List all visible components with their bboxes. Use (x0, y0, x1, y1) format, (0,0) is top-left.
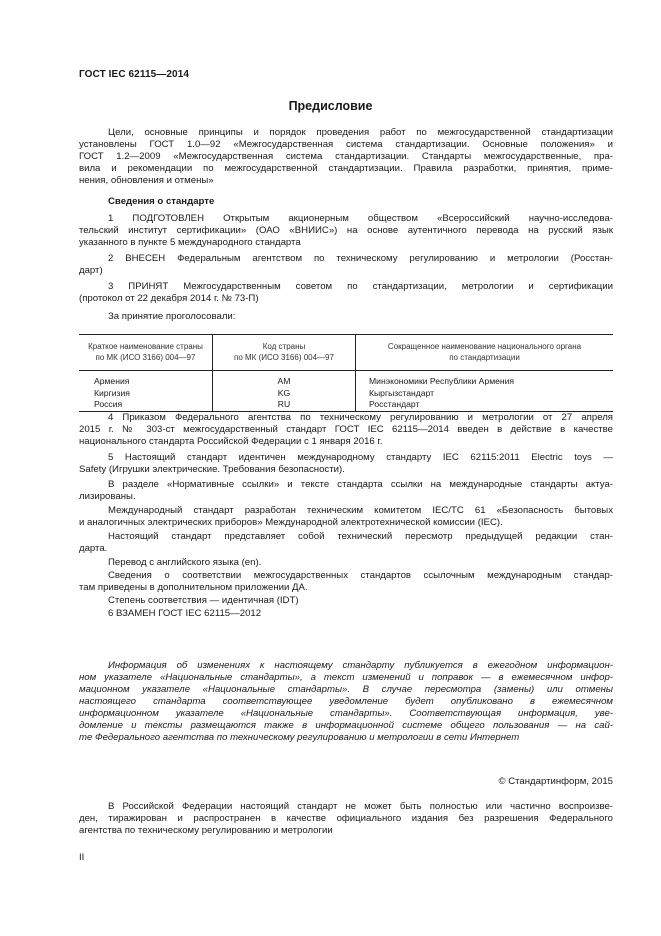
degree-line: Степень соответствия — идентичная (IDT) (108, 595, 299, 606)
table-cell: KG (277, 387, 291, 398)
item-1-line: 1 ПОДГОТОВЛЕН Открытым акционерным обществом «Всероссийский научно-исследова- (108, 213, 613, 224)
vote-label: За принятие проголосовали: (108, 311, 236, 322)
developer-line: Международный стандарт разработан техническим комитетом IEC/TC 61 «Безопасность бытовых (108, 505, 613, 516)
table-cell: AM (277, 376, 291, 386)
developer-paragraph (79, 505, 613, 529)
refs-paragraph (79, 479, 613, 503)
notice-line: те Федерального агентства по техническому регулированию и метрологии в сети Интернет (79, 732, 520, 743)
item-6-paragraph (79, 608, 613, 620)
intro-line: вила и рекомендации по межгосударственной стандартизации. Правила разработки, принятия, приме- (79, 163, 613, 174)
rights-line: ден, тиражирован и распространен в качестве официального издания без разрешения Федерального (79, 813, 613, 824)
table-cell: Кыргызстандарт (369, 387, 435, 398)
intro-line: установлены ГОСТ 1.0—92 «Межгосударственная система стандартизации. Основные положения» и (79, 139, 613, 150)
correspondence-line: там приведены в дополнительном приложении ДА. (79, 582, 308, 593)
intro-line: Цели, основные принципы и порядок проведения работ по межгосударственной стандартизации (108, 127, 613, 138)
item-1-line: тельский институт сертификации» (ОАО «ВНИИС») на основе аутентичного перевода на русский язык (79, 225, 613, 236)
item-4-line: национального стандарта Российской Федерации с 1 января 2016 г. (79, 436, 383, 447)
copyright-notice: © Стандартинформ, 2015 (498, 776, 613, 787)
developer-line: и аналогичных электрических приборов» Международной электротехнической комиссии (IEC). (79, 517, 503, 528)
refs-line: лизированы. (79, 491, 136, 502)
notice-line: ном указателе «Национальные стандарты», а текст изменений и поправок — в ежемесячном инфор- (79, 672, 613, 683)
item-2-line: 2 ВНЕСЕН Федеральным агентством по техническому регулированию и метрологии (Росстан- (108, 253, 613, 264)
item-2-paragraph (79, 253, 613, 277)
item-5-line: Safety (Игрушки электрические. Требования безопасности). (79, 464, 345, 475)
item-4-line: 4 Приказом Федерального агентства по техническому регулированию и метрологии от 27 апреля (108, 412, 613, 423)
item-3-paragraph (79, 281, 613, 305)
vote-label-paragraph (79, 311, 613, 323)
correspondence-paragraph (79, 570, 613, 594)
table-cell: RU (277, 399, 291, 409)
standard-code-header: ГОСТ IEC 62115—2014 (79, 69, 190, 80)
notice-line: домление и тексты размещаются также в информационной системе общего пользования — на сай- (79, 720, 613, 731)
table-cell: Киргизия (94, 387, 130, 398)
revision-paragraph (79, 531, 613, 555)
item-2-line: дарт) (79, 265, 103, 276)
intro-line: ГОСТ 1.2—2009 «Межгосударственная система стандартизации. Стандарты межгосударственные, пра- (79, 151, 613, 162)
notice-line: Информация об изменениях к настоящему стандарту публикуется в ежегодном информацион- (108, 660, 613, 671)
table-column-body (355, 371, 613, 411)
rights-paragraph (79, 801, 613, 837)
item-6-line: 6 ВЗАМЕН ГОСТ IEC 62115—2012 (108, 608, 262, 619)
table-cell: Росстандарт (369, 399, 420, 409)
refs-line: В разделе «Нормативные ссылки» и тексте стандарта ссылки на международные стандарты актуа- (108, 479, 613, 490)
vote-table-header (79, 335, 613, 371)
item-4-line: 2015 г. № 303-ст межгосударственный стандарт ГОСТ IEC 62115—2014 введен в действие в качестве (79, 424, 613, 435)
item-5-paragraph (79, 452, 613, 476)
vote-table (79, 334, 613, 412)
page-number: II (79, 852, 85, 863)
item-1-paragraph (79, 213, 613, 249)
rights-line: В Российской Федерации настоящий стандарт не может быть полностью или частично воспроизве- (108, 801, 613, 812)
intro-paragraph (79, 127, 613, 187)
rights-line: агентства по техническому регулированию и метрологии (79, 825, 333, 836)
table-column-country (79, 371, 212, 411)
translation-line: Перевод с английского языка (en). (108, 557, 262, 568)
degree-paragraph (79, 595, 613, 607)
revision-line: дарта. (79, 543, 108, 554)
notice-line: настоящего стандарта соответствующее уведомление будет опубликовано в ежемесячном (79, 696, 613, 707)
table-header-code: Код страны по МК (ИСО 3166) 004—97 (212, 335, 355, 370)
intro-line: нения, обновления и отмены» (79, 175, 214, 186)
table-header-country: Краткое наименование страны по МК (ИСО 3166) 004—97 (88, 342, 203, 362)
item-4-paragraph (79, 412, 613, 448)
correspondence-line: Сведения о соответствии межгосударственных стандартов ссылочным международным стандар- (108, 570, 613, 581)
item-3-line: (протокол от 22 декабря 2014 г. № 73-П) (79, 293, 259, 304)
notice-line: информационном указателе «Национальные стандарты». Соответствующая информация, уве- (79, 708, 613, 719)
revision-line: Настоящий стандарт представляет собой технический пересмотр предыдущей редакции стан- (108, 531, 613, 542)
info-heading: Сведения о стандарте (108, 196, 215, 207)
translation-paragraph (79, 557, 613, 569)
changes-notice (79, 660, 613, 744)
item-5-line: 5 Настоящий стандарт идентичен международному стандарту IEC 62115:2011 Electric toys — (108, 452, 613, 463)
table-cell: Россия (94, 399, 123, 409)
table-cell: Минэкономики Республики Армения (369, 376, 515, 386)
vote-table-body (79, 371, 613, 411)
table-header-body: Сокращенное наименование национального органа по стандартизации (355, 335, 613, 370)
table-column-code (212, 371, 355, 411)
item-1-line: указанного в пункте 5 международного стандарта (79, 237, 301, 248)
notice-line: мационном указателе «Национальные стандарты». В случае пересмотра (замены) или отмены (79, 684, 613, 695)
page-title: Предисловие (288, 99, 373, 113)
table-cell: Армения (94, 376, 130, 386)
item-3-line: 3 ПРИНЯТ Межгосударственным советом по стандартизации, метрологии и сертификации (108, 281, 613, 292)
